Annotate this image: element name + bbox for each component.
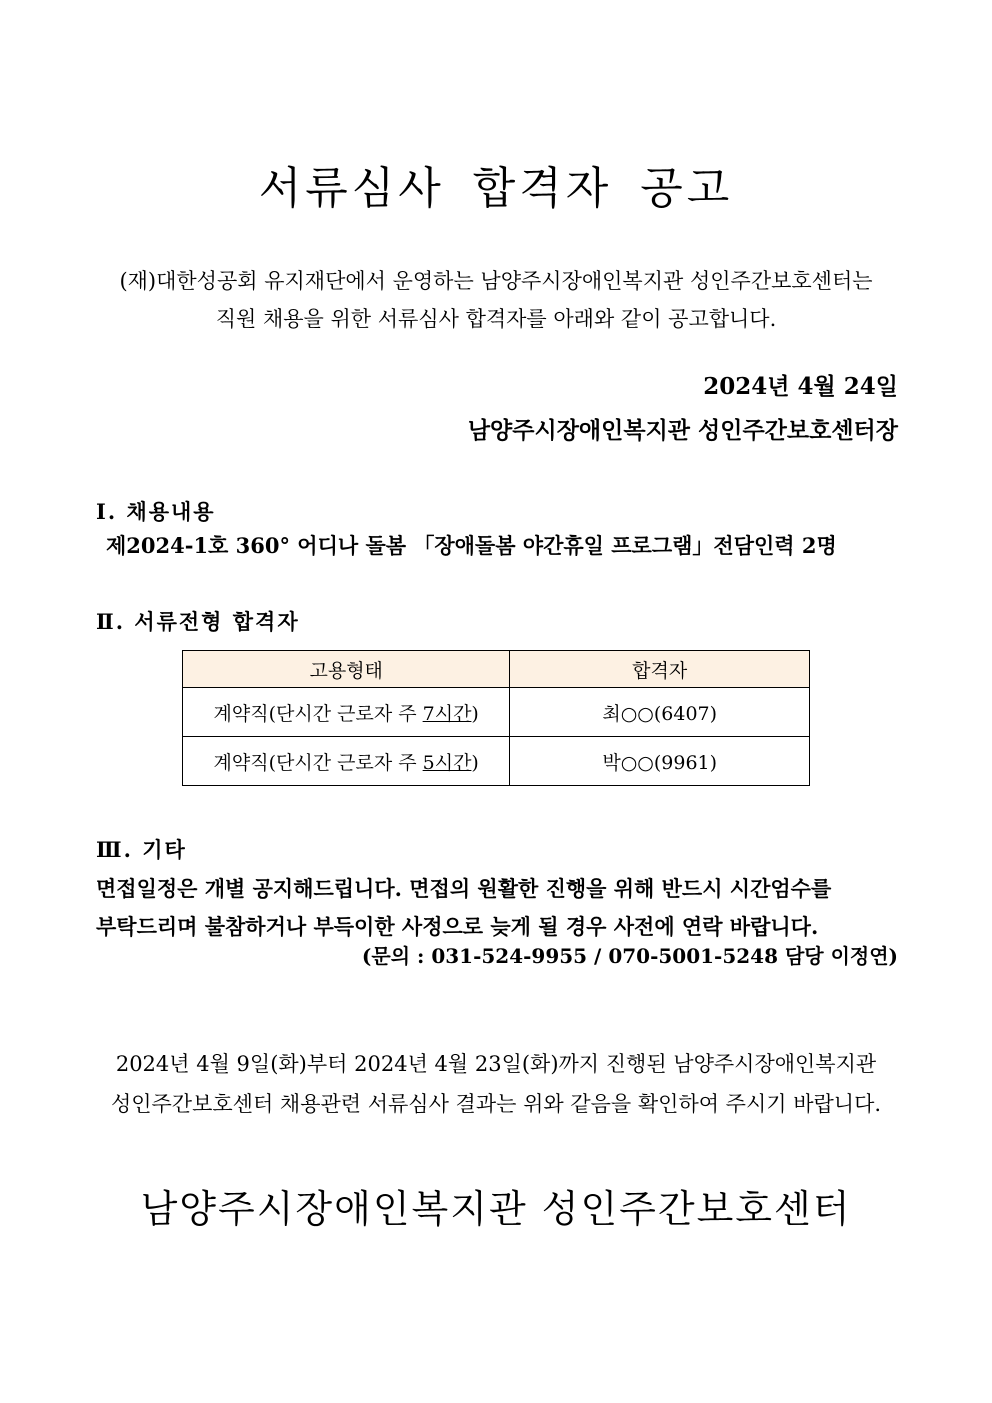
employment-type-prefix: 계약직(단시간 근로자 주 [213,751,423,774]
employment-type-suffix: ) [471,751,479,774]
header-employment-type: 고용형태 [183,651,510,688]
result-table [182,650,810,786]
section-2-heading: Ⅱ. 서류전형 합격자 [96,609,300,634]
employment-hours: 5시간 [422,751,472,774]
result-line-2: 성인주간보호센터 채용관련 서류심사 결과는 위와 같음을 확인하여 주시기 바랍니다. [110,1092,882,1116]
passer-cell: 최○○(6407) [510,688,810,737]
other-notes [96,870,900,946]
section-1-heading: Ⅰ. 채용내용 [96,499,216,524]
passer-cell: 박○○(9961) [510,737,810,786]
notes-line-2: 부탁드리며 불참하거나 부득이한 사정으로 늦게 될 경우 사전에 연락 바랍니다. [96,914,819,939]
result-confirmation [80,1044,912,1124]
employment-type-prefix: 계약직(단시간 근로자 주 [213,702,423,725]
result-line-1: 2024년 4월 9일(화)부터 2024년 4월 23일(화)까지 진행된 남양주시장애인복지관 [115,1052,877,1076]
employment-type-cell [183,737,510,786]
job-description: 제2024-1호 360° 어디나 돌봄 「장애돌봄 야간휴일 프로그램」전담인력 2명 [106,533,837,558]
employment-type-suffix: ) [471,702,479,725]
employment-hours: 7시간 [422,702,472,725]
intro-line-1: (재)대한성공회 유지재단에서 운영하는 남양주시장애인복지관 성인주간보호센터는 [119,269,873,293]
table-row [183,688,810,737]
document-title: 서류심사 합격자 공고 [258,163,734,214]
table-header-row [183,651,810,688]
notes-line-1: 면접일정은 개별 공지해드립니다. 면접의 원활한 진행을 위해 반드시 시간엄수를 [96,876,832,901]
table-row [183,737,810,786]
contact-info: (문의 : 031-524-9955 / 070-5001-5248 담당 이정연) [361,944,898,968]
employment-type-cell [183,688,510,737]
header-passer: 합격자 [510,651,810,688]
section-3-heading: Ⅲ. 기타 [96,837,187,862]
intro-line-2: 직원 채용을 위한 서류심사 합격자를 아래와 같이 공고합니다. [215,307,777,331]
issuer-name: 남양주시장애인복지관 성인주간보호센터장 [467,417,898,444]
footer-organization: 남양주시장애인복지관 성인주간보호센터 [140,1187,852,1231]
intro-paragraph [80,262,912,338]
announcement-date: 2024년 4월 24일 [703,373,898,400]
